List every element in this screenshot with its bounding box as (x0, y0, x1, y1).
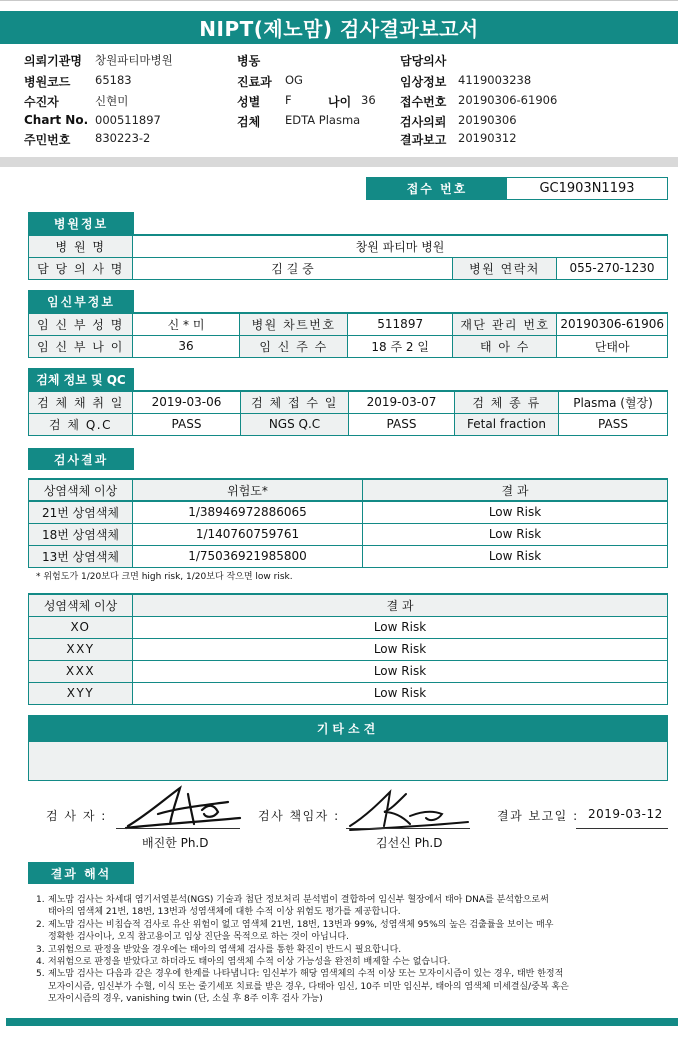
chart-number-label: 병원 차트번호 (240, 313, 348, 335)
item-number: 4. (36, 957, 45, 968)
hospital-code-label: 병원코드 (24, 75, 71, 89)
autosomal-results-table (28, 478, 668, 568)
resident-no-label: 주민번호 (24, 133, 71, 147)
list-item (36, 968, 656, 1005)
hospital-name-value: 창원 파티마 병원 (133, 235, 668, 257)
report-date-label: 결과 보고일 : (497, 809, 579, 823)
header-info (0, 52, 678, 152)
chart-number-value: 511897 (347, 313, 453, 335)
dept-label: 진료과 (237, 75, 272, 89)
chart-no-label: Chart No. (24, 113, 89, 127)
table-row (29, 257, 668, 279)
contact-value: 055-270-1230 (557, 257, 668, 279)
tester-signature-line (116, 828, 240, 829)
receive-date-value: 2019-03-07 (349, 391, 455, 413)
manager-label: 검사 책임자 : (258, 809, 340, 823)
table-row (29, 391, 668, 413)
other-findings-body (28, 741, 668, 781)
table-row (29, 682, 668, 704)
item-number: 5. (36, 969, 45, 980)
pregnant-name-label: 임 신 부 성 명 (29, 313, 133, 335)
table-row (29, 335, 668, 357)
pregnant-age-value: 36 (132, 335, 239, 357)
sex-label: 성별 (237, 95, 261, 109)
pregnant-info-heading: 임신부정보 (28, 290, 134, 312)
header-row (0, 52, 678, 71)
manager-signature (346, 786, 472, 834)
foundation-number-label: 재단 관리 번호 (453, 313, 557, 335)
chromosome-cell: XXY (29, 638, 133, 660)
report-date-line (576, 828, 668, 829)
specimen-type-value: Plasma (혈장) (559, 391, 668, 413)
result-cell: Low Risk (133, 638, 668, 660)
test-request-value: 20190306 (458, 113, 517, 127)
chromosome-cell: XYY (29, 682, 133, 704)
item-text: 저위험으로 판정을 받았다고 하더라도 태아의 염색체 수적 이상 가능성을 완전히 배제할 수는 없습니다. (48, 957, 451, 968)
item-text-continued: 모자이시즘의 경우, vanishing twin (단, 소실 후 8주 이후 검사 가능) (48, 994, 323, 1005)
tester-name: 배진한 Ph.D (142, 836, 209, 850)
hospital-name-label: 병 원 명 (29, 235, 133, 257)
table-row (29, 638, 668, 660)
risk-cell: 1/75036921985800 (133, 545, 363, 567)
collect-date-value: 2019-03-06 (133, 391, 241, 413)
ngs-qc-value: PASS (349, 413, 455, 435)
table-row (29, 413, 668, 435)
doctor-name-label: 담 당 의 사 명 (29, 257, 133, 279)
ward-label: 병동 (237, 54, 261, 68)
report-date-value: 2019-03-12 (588, 807, 663, 821)
result-cell: Low Risk (133, 660, 668, 682)
specimen-label: 검체 (237, 115, 261, 129)
specimen-qc-value: PASS (133, 413, 241, 435)
divider-band (0, 157, 678, 167)
item-number: 3. (36, 944, 45, 955)
result-report-value: 20190312 (458, 131, 517, 145)
table-row (29, 313, 668, 335)
collect-date-label: 검 체 채 취 일 (29, 391, 133, 413)
sex-value: F (285, 93, 292, 107)
receipt-number-box (366, 177, 668, 200)
dept-value: OG (285, 73, 303, 87)
chromosome-cell: 21번 상염색체 (29, 501, 133, 523)
list-item (36, 919, 656, 944)
result-cell: Low Risk (363, 545, 668, 567)
table-row (29, 235, 668, 257)
interpretation-heading: 결과 해석 (28, 862, 134, 884)
clinical-info-label: 임상정보 (400, 75, 447, 89)
gestation-weeks-value: 18 주 2 일 (347, 335, 453, 357)
pregnant-info-table (28, 312, 668, 358)
table-row (29, 523, 668, 545)
fetal-fraction-value: PASS (559, 413, 668, 435)
receive-date-label: 검 체 접 수 일 (241, 391, 349, 413)
recipient-label: 수진자 (24, 95, 59, 109)
header-row (0, 73, 678, 92)
chart-no-value: 000511897 (95, 113, 161, 127)
ngs-qc-label: NGS Q.C (241, 413, 349, 435)
column-header: 성염색체 이상 (29, 594, 133, 616)
result-cell: Low Risk (363, 523, 668, 545)
manager-name: 김선신 Ph.D (376, 836, 443, 850)
doctor-label: 담당의사 (400, 54, 447, 68)
institution-label: 의뢰기관명 (24, 54, 82, 68)
fetus-count-value: 단태아 (557, 335, 668, 357)
table-header-row (29, 594, 668, 616)
doctor-name-value: 김 길 중 (133, 257, 453, 279)
specimen-qc-label: 검 체 Q.C (29, 413, 133, 435)
contact-label: 병원 연락처 (453, 257, 557, 279)
list-item (36, 944, 656, 956)
other-findings-heading: 기타소견 (28, 715, 668, 741)
specimen-info-table (28, 390, 668, 436)
item-text: 제노맘 검사는 다음과 같은 경우에 한계를 나타냅니다: 임신부가 해당 염색체의 수적 이상 또는 모자이시즘이 있는 경우, 태반 한정적 (48, 969, 564, 980)
result-report-label: 결과보고 (400, 133, 447, 147)
item-number: 1. (36, 895, 45, 905)
title-bar (0, 0, 678, 46)
column-header: 결 과 (363, 479, 668, 501)
tester-label: 검 사 자 : (46, 809, 107, 823)
gestation-weeks-label: 임 신 주 수 (240, 335, 348, 357)
clinical-info-value: 4119003238 (458, 73, 532, 87)
receipt-label: 접수 번호 (367, 178, 507, 199)
table-row (29, 660, 668, 682)
hospital-code-value: 65183 (95, 73, 132, 87)
hospital-info-heading: 병원정보 (28, 212, 134, 234)
header-row (0, 93, 678, 112)
fetal-fraction-label: Fetal fraction (455, 413, 559, 435)
table-row (29, 616, 668, 638)
chromosome-cell: 18번 상염색체 (29, 523, 133, 545)
pregnant-name-value: 신 * 미 (132, 313, 239, 335)
list-item (36, 956, 656, 968)
reception-no-value: 20190306-61906 (458, 93, 558, 107)
institution-value: 창원파티마병원 (95, 53, 173, 67)
item-text-continued: 태아의 염색체 21번, 18번, 13번과 성염색체에 대한 수적 이상 위험도 평가를 제공합니다. (48, 907, 401, 918)
header-row (0, 113, 678, 132)
risk-footnote: * 위험도가 1/20보다 크면 high risk, 1/20보다 작으면 low risk. (36, 572, 293, 582)
table-row (29, 501, 668, 523)
item-text: 제노맘 검사는 차세대 염기서열분석(NGS) 기술과 첨단 정보처리 분석법이 결합하여 임신부 혈장에서 태아 DNA를 분석함으로써 (48, 895, 549, 905)
pregnant-age-label: 임 신 부 나 이 (29, 335, 133, 357)
item-text: 제노맘 검사는 비침습적 검사로 유산 위험이 없고 염색체 21번, 18번, 13번과 99%, 성염색체 95%의 높은 검출률을 보이는 매우 (48, 919, 554, 930)
sex-chromosome-table (28, 593, 668, 705)
manager-signature-line (346, 828, 470, 829)
test-request-label: 검사의뢰 (400, 115, 447, 129)
tester-signature (118, 784, 244, 834)
result-cell: Low Risk (133, 682, 668, 704)
hospital-info-table (28, 234, 668, 280)
chromosome-cell: XXX (29, 660, 133, 682)
results-heading: 검사결과 (28, 448, 134, 470)
resident-no-value: 830223-2 (95, 131, 151, 145)
result-cell: Low Risk (133, 616, 668, 638)
receipt-value: GC1903N1193 (507, 178, 667, 199)
specimen-value: EDTA Plasma (285, 113, 361, 127)
header-row (0, 131, 678, 150)
age-value: 36 (361, 93, 376, 107)
specimen-type-label: 검 체 종 류 (455, 391, 559, 413)
interpretation-list (36, 894, 656, 1006)
report-title: NIPT(제노맘) 검사결과보고서 (0, 11, 678, 44)
table-header-row (29, 479, 668, 501)
risk-cell: 1/140760759761 (133, 523, 363, 545)
item-text: 고위험으로 판정을 받았을 경우에는 태아의 염색체 검사를 통한 확진이 반드시 필요합니다. (48, 944, 402, 955)
recipient-value: 신현미 (95, 94, 129, 108)
column-header: 위험도* (133, 479, 363, 501)
reception-no-label: 접수번호 (400, 95, 447, 109)
item-text-continued: 모자이시즘, 임신부가 수혈, 이식 또는 줄기세포 치료를 받은 경우, 다태아 임신, 10주 미만 임신부, 태아의 염색체 미세결실/중복 혹은 (48, 981, 569, 992)
column-header: 결 과 (133, 594, 668, 616)
foundation-number-value: 20190306-61906 (557, 313, 668, 335)
result-cell: Low Risk (363, 501, 668, 523)
fetus-count-label: 태 아 수 (453, 335, 557, 357)
age-label: 나이 (328, 95, 352, 109)
risk-cell: 1/38946972886065 (133, 501, 363, 523)
specimen-info-heading: 검체 정보 및 QC (28, 368, 134, 390)
chromosome-cell: XO (29, 616, 133, 638)
bottom-band (6, 1018, 678, 1026)
column-header: 상염색체 이상 (29, 479, 133, 501)
table-row (29, 545, 668, 567)
list-item (36, 894, 656, 919)
chromosome-cell: 13번 상염색체 (29, 545, 133, 567)
item-number: 2. (36, 919, 45, 930)
item-text-continued: 정확한 검사이나, 오직 참고용이고 임상 진단을 목적으로 하는 것이 아닙니다. (48, 932, 349, 943)
